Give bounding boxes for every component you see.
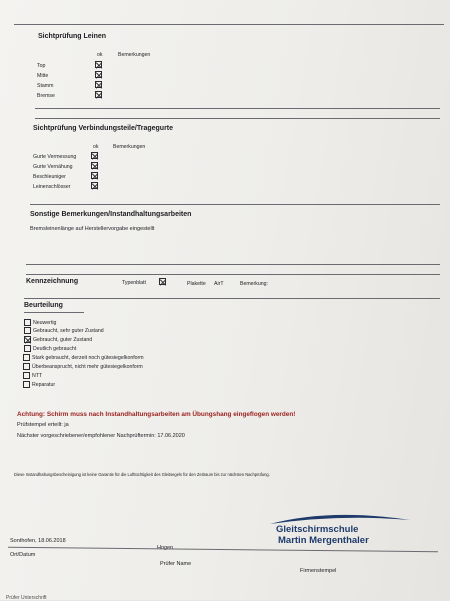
divider	[26, 264, 440, 265]
section-title-verbindungsteile: Sichtprüfung Verbindungsteile/Tragegurte	[33, 125, 174, 132]
row-label: Mitte	[37, 73, 49, 79]
cut-off-text: Prüfer Unterschrift	[6, 595, 47, 601]
column-ok: ok	[97, 52, 103, 58]
row-label: Gurte Vernähung	[33, 164, 73, 170]
checkbox-mitte[interactable]	[95, 71, 102, 78]
option-label: Gebraucht, sehr guter Zustand	[33, 328, 104, 334]
option-label: Überbeansprucht, nicht mehr gütesiegelkonform	[32, 364, 143, 370]
row-label: Leinenschlösser	[33, 184, 71, 190]
divider	[35, 108, 440, 109]
row-label: Bremse	[37, 93, 55, 99]
plakette-value: AirT	[214, 281, 224, 287]
divider	[24, 312, 84, 313]
divider	[30, 204, 440, 205]
checkbox-gurte-vermessung[interactable]	[91, 152, 98, 159]
checkbox-top[interactable]	[95, 61, 102, 68]
option-label: NTT	[32, 373, 43, 379]
divider	[26, 274, 440, 275]
checkbox-ueberbeansprucht[interactable]	[23, 363, 30, 370]
column-bemerkungen: Bemerkungen	[113, 144, 146, 150]
plakette-label: Plakette	[187, 281, 206, 287]
checkbox-gurte-vernaehung[interactable]	[91, 162, 98, 169]
bemerkung-label: Bemerkung:	[240, 281, 268, 287]
typenblatt-label: Typenblatt	[122, 280, 146, 286]
row-label: Gurte Vermessung	[33, 154, 77, 160]
checkbox-bremse[interactable]	[95, 91, 102, 98]
row-label: Top	[37, 63, 46, 69]
logo-line-1: Gleitschirmschule	[276, 524, 359, 535]
warning-text: Achtung: Schirm muss nach Instandhaltungsarbeiten am Übungshang eingeflogen werden!	[17, 411, 296, 418]
place-date-value: Sonthofen, 18.06.2018	[10, 538, 66, 544]
place-date-label: Ort/Datum	[10, 552, 36, 558]
checkbox-typenblatt[interactable]	[159, 278, 166, 285]
section-title-kennzeichnung: Kennzeichnung	[26, 278, 79, 285]
disclaimer-text: Diese Instandhaltungsbescheinigung ist keine Garantie für die Lufttüchtigkeit des Gleitsegels für den Zeitraum bis zur nächsten Nachprüfung.	[14, 472, 270, 477]
row-label: Stamm	[37, 83, 54, 89]
divider	[35, 118, 440, 119]
option-label: Stark gebraucht, derzeit noch gütesiegelkonform	[32, 355, 144, 361]
option-label: Reparatur	[32, 382, 56, 388]
checkbox-deutlich-gebraucht[interactable]	[24, 345, 31, 352]
checkbox-beschleuniger[interactable]	[91, 172, 98, 179]
row-label: Beschleuniger	[33, 174, 66, 180]
option-label: Neuwertig	[33, 320, 57, 326]
section-title-beurteilung: Beurteilung	[24, 302, 63, 309]
school-logo	[270, 510, 410, 550]
divider	[14, 24, 444, 25]
section-title-bemerkungen: Sonstige Bemerkungen/Instandhaltungsarbeiten	[30, 211, 192, 218]
logo-line-2: Martin Mergenthaler	[278, 535, 369, 546]
checkbox-reparatur[interactable]	[23, 381, 30, 388]
company-stamp-label: Firmenstempel	[300, 568, 337, 574]
section-title-leinen: Sichtprüfung Leinen	[38, 33, 107, 40]
checkbox-stamm[interactable]	[95, 81, 102, 88]
checkbox-ntt[interactable]	[23, 372, 30, 379]
checkbox-leinenschloesser[interactable]	[91, 182, 98, 189]
checkbox-sehr-guter-zustand[interactable]	[24, 327, 31, 334]
column-ok: ok	[93, 144, 99, 150]
option-label: Deutlich gebraucht	[33, 346, 77, 352]
next-check-text: Nächster vorgeschriebener/empfohlener Nachprüftermin: 17.06.2020	[17, 433, 185, 439]
checkbox-stark-gebraucht[interactable]	[23, 354, 30, 361]
examiner-value: Hogen	[157, 545, 174, 551]
divider	[24, 298, 440, 299]
checkbox-neuwertig[interactable]	[24, 319, 31, 326]
remarks-text: Bremsleinenlänge auf Herstellervorgabe eingestellt	[30, 226, 155, 232]
option-label: Gebraucht, guter Zustand	[33, 337, 93, 343]
stamp-text: Prüfstempel erteilt: ja	[17, 422, 69, 428]
examiner-label: Prüfer Name	[160, 561, 192, 567]
column-bemerkungen: Bemerkungen	[118, 52, 151, 58]
checkbox-guter-zustand[interactable]	[24, 336, 31, 343]
